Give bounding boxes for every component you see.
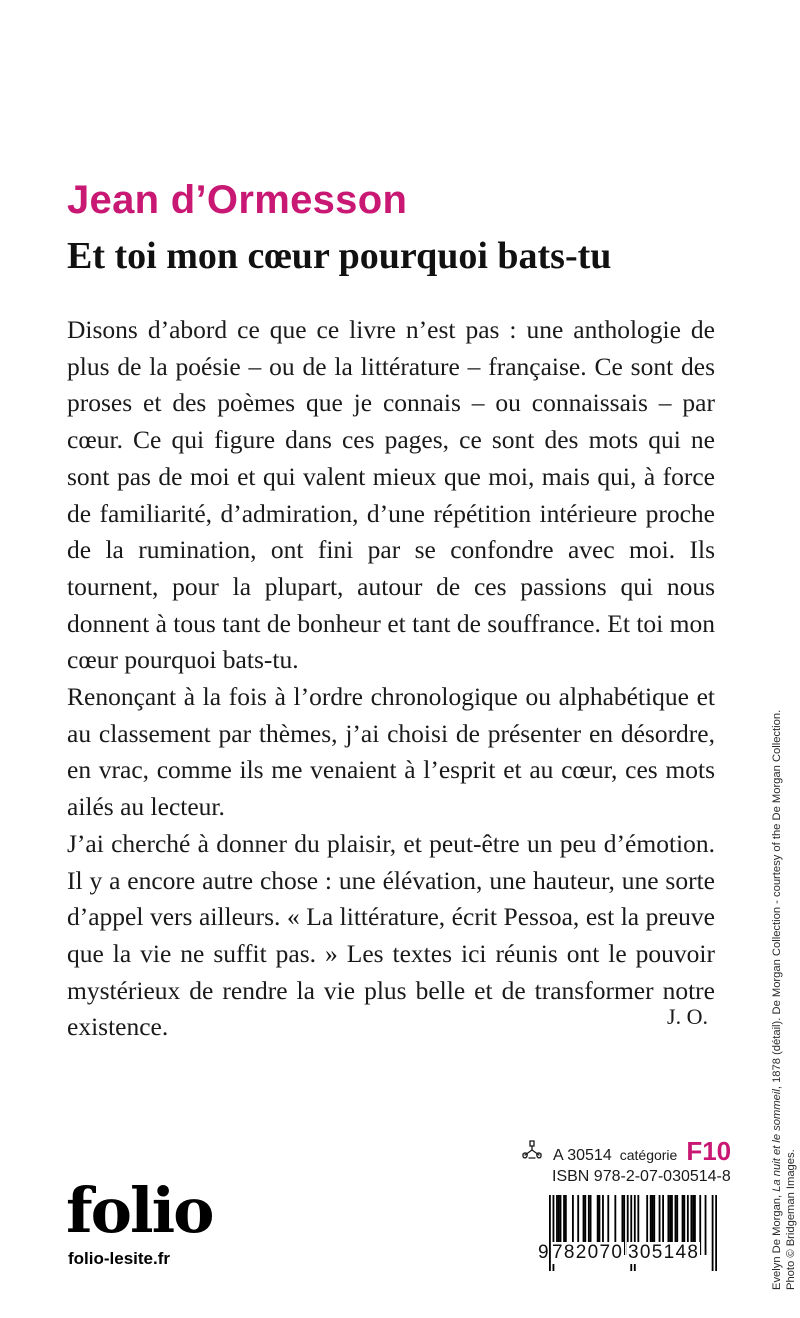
publisher-emblem-icon bbox=[521, 1139, 543, 1161]
signature: J. O. bbox=[667, 1004, 708, 1029]
blurb-paragraph: Disons d’abord ce que ce livre n’est pas : une anthologie de plus de la poésie – ou de la littérature – française. Ce sont des proses et des poèmes que je connais – ou connaissais – par cœur. Ce qui figure dans ces pages, ce sont des mots qui ne sont pas de moi et qui valent mieux que moi, mais qui, à force de familiarité, d’admiration, d’une répétition intérieure proche de la rumination, ont fini par se confondre avec moi. Ils tournent, pour la plupart, autour de ces passions qui nous donnent à tous tant de bonheur et tant de souffrance. Et toi mon cœur pourquoi bats-tu. bbox=[67, 315, 715, 675]
barcode-digits-left: 782070 bbox=[552, 1242, 624, 1263]
barcode-bar bbox=[715, 1195, 717, 1271]
product-code: A 30514 bbox=[553, 1147, 612, 1164]
barcode-bar bbox=[705, 1195, 707, 1255]
back-cover-blurb bbox=[67, 312, 715, 1046]
blurb-paragraph: J’ai cherché à donner du plaisir, et peut-être un peu d’émotion. Il y a encore autre chose : une élévation, une hauteur, une sorte d’appel vers ailleurs. « La littérature, écrit Pessoa, est la preuve que la vie ne suffit pas. » Les textes ici réunis ont le pouvoir mystérieux de rendre la vie plus belle et de transformer notre existence. bbox=[67, 828, 715, 1042]
credit-line-1: Evelyn De Morgan, La nuit et le sommeil, 1878 (détail). De Morgan Collection - courtesy of the De Morgan Collection. bbox=[771, 709, 783, 1290]
barcode-digit-first: 9 bbox=[538, 1242, 550, 1263]
category-code: F10 bbox=[686, 1136, 732, 1166]
isbn: ISBN 978-2-07-030514-8 bbox=[552, 1168, 731, 1185]
barcode-bar bbox=[712, 1195, 714, 1271]
folio-logo: folio bbox=[66, 1174, 213, 1247]
category-label: catégorie bbox=[619, 1147, 678, 1163]
credit-line-2: Photo © Bridgeman Images. bbox=[785, 1149, 797, 1290]
barcode-digits-right: 305148 bbox=[628, 1242, 700, 1263]
blurb-paragraph: Renonçant à la fois à l’ordre chronologique ou alphabétique et au classement par thèmes, j’ai choisi de présenter en désordre, en vrac, comme ils me venaient à l’esprit et au cœur, ces mots ailés au lecteur. bbox=[67, 682, 715, 822]
image-credit bbox=[770, 630, 798, 1290]
book-title: Et toi mon cœur pourquoi bats-tu bbox=[67, 235, 612, 277]
author-name: Jean d’Ormesson bbox=[67, 178, 408, 222]
website-link[interactable]: folio-lesite.fr bbox=[68, 1249, 171, 1268]
product-code-line bbox=[521, 1136, 732, 1166]
